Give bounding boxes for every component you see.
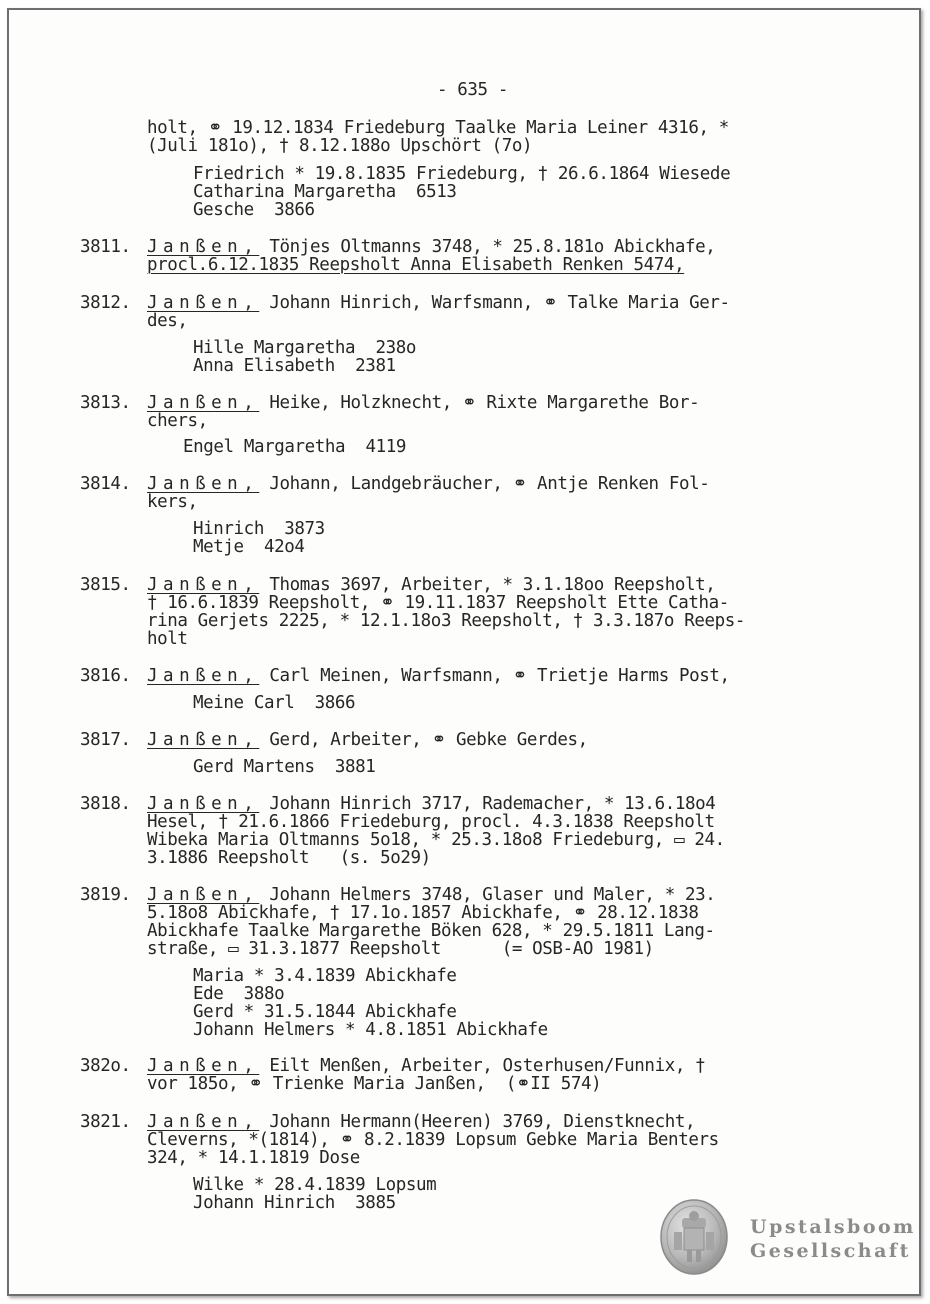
child-line: Ede 388o: [193, 984, 285, 1004]
entry-line-text: Johann Hermann(Heeren) 3769, Dienstknecht,: [259, 1112, 696, 1132]
surname: Janßen,: [147, 474, 260, 494]
surname: Janßen,: [147, 1056, 260, 1076]
logo-line-1: Upstalsboom: [750, 1216, 916, 1238]
surname: Janßen,: [147, 730, 260, 750]
entry-line: [147, 885, 715, 905]
entry-line-text: Tönjes Oltmanns 3748, * 25.8.181o Abickhafe,: [259, 237, 716, 257]
surname: Janßen,: [147, 575, 260, 595]
entry-number: 3819.: [80, 885, 131, 905]
entry-line-text: Johann Hinrich, Warfsmann, ⚭ Talke Maria Ger-: [259, 293, 730, 313]
entry-line: [147, 575, 715, 595]
entry-line: † 16.6.1839 Reepsholt, ⚭ 19.11.1837 Reepsholt Ette Catha-: [147, 593, 729, 613]
child-line: Hille Margaretha 238o: [193, 338, 416, 358]
child-line: Anna Elisabeth 2381: [193, 356, 396, 376]
entry-line: (Juli 181o), † 8.12.188o Upschört (7o): [147, 136, 533, 156]
child-line: Gerd Martens 3881: [193, 757, 376, 777]
entry-line: holt, ⚭ 19.12.1834 Friedeburg Taalke Maria Leiner 4316, *: [147, 118, 729, 138]
entry-line: Cleverns, *(1814), ⚭ 8.2.1839 Lopsum Gebke Maria Benters: [147, 1130, 719, 1150]
entry-line: [147, 1112, 695, 1132]
entry-number: 3814.: [80, 474, 131, 494]
entry-line: [147, 293, 730, 313]
surname: Janßen,: [147, 666, 260, 686]
entry-line: Abickhafe Taalke Margarethe Böken 628, * 29.5.1811 Lang-: [147, 921, 715, 941]
child-line: Johann Hinrich 3885: [193, 1193, 396, 1213]
entry-line: [147, 1056, 705, 1076]
entry-line: procl.6.12.1835 Reepsholt Anna Elisabeth Renken 5474,: [147, 255, 685, 275]
entry-line: [147, 474, 709, 494]
logo-line-2: Gesellschaft: [750, 1240, 911, 1262]
entry-number: 3816.: [80, 666, 131, 686]
entry-line: des,: [147, 311, 188, 331]
entry-line: [147, 237, 715, 257]
entry-line: [147, 666, 730, 686]
child-line: Metje 42o4: [193, 537, 305, 557]
entry-line-text: Eilt Menßen, Arbeiter, Osterhusen/Funnix, †: [259, 1056, 706, 1076]
entry-line: 5.18o8 Abickhafe, † 17.1o.1857 Abickhafe, ⚭ 28.12.1838: [147, 903, 699, 923]
entry-line: [147, 730, 588, 750]
entry-number: 3821.: [80, 1112, 131, 1132]
entry-line: holt: [147, 629, 188, 649]
child-line: Maria * 3.4.1839 Abickhafe: [193, 966, 457, 986]
entry-number: 3813.: [80, 393, 131, 413]
surname: Janßen,: [147, 885, 260, 905]
entry-line: rina Gerjets 2225, * 12.1.18o3 Reepsholt, † 3.3.187o Reeps-: [147, 611, 746, 631]
entry-line-text: Johann Helmers 3748, Glaser und Maler, * 23.: [259, 885, 716, 905]
entry-line: Wibeka Maria Oltmanns 5o18, * 25.3.18o8 Friedeburg, ▭ 24.: [147, 830, 725, 850]
entry-line: vor 185o, ⚭ Trienke Maria Janßen, (⚭II 574): [147, 1074, 602, 1094]
child-line: Engel Margaretha 4119: [183, 437, 406, 457]
entry-line-text: Carl Meinen, Warfsmann, ⚭ Trietje Harms Post,: [259, 666, 730, 686]
entry-number: 3817.: [80, 730, 131, 750]
entry-number: 3815.: [80, 575, 131, 595]
entry-number: 3812.: [80, 293, 131, 313]
surname: Janßen,: [147, 293, 260, 313]
surname: Janßen,: [147, 393, 260, 413]
child-line: Meine Carl 3866: [193, 693, 356, 713]
entry-line: 324, * 14.1.1819 Dose: [147, 1148, 360, 1168]
page-number: - 635 -: [437, 80, 508, 100]
entry-line: straße, ▭ 31.3.1877 Reepsholt (= OSB-AO 1981): [147, 939, 654, 959]
entry-line-text: Thomas 3697, Arbeiter, * 3.1.18oo Reepsholt,: [259, 575, 716, 595]
entry-line: [147, 794, 715, 814]
entry-line: 3.1886 Reepsholt (s. 5o29): [147, 848, 431, 868]
entry-number: 3818.: [80, 794, 131, 814]
seal-icon: [660, 1198, 728, 1276]
entry-line: [147, 393, 699, 413]
surname: Janßen,: [147, 1112, 260, 1132]
child-line: Gesche 3866: [193, 200, 315, 220]
child-line: Gerd * 31.5.1844 Abickhafe: [193, 1002, 457, 1022]
entry-line: Hesel, † 21.6.1866 Friedeburg, procl. 4.3.1838 Reepsholt: [147, 812, 715, 832]
child-line: Friedrich * 19.8.1835 Friedeburg, † 26.6.1864 Wiesede: [193, 164, 731, 184]
entry-line-text: Heike, Holzknecht, ⚭ Rixte Margarethe Bor-: [259, 393, 700, 413]
child-line: Johann Helmers * 4.8.1851 Abickhafe: [193, 1020, 548, 1040]
upstalsboom-logo: [660, 1196, 930, 1286]
child-line: Catharina Margaretha 6513: [193, 182, 457, 202]
entry-number: 3811.: [80, 237, 131, 257]
entry-line: chers,: [147, 411, 208, 431]
entry-line: kers,: [147, 492, 198, 512]
child-line: Wilke * 28.4.1839 Lopsum: [193, 1175, 437, 1195]
surname: Janßen,: [147, 237, 260, 257]
child-line: Hinrich 3873: [193, 519, 325, 539]
entry-line-text: Johann, Landgebräucher, ⚭ Antje Renken Fol-: [259, 474, 710, 494]
surname: Janßen,: [147, 794, 260, 814]
entry-line-text: Johann Hinrich 3717, Rademacher, * 13.6.18o4: [259, 794, 716, 814]
entry-line-text: Gerd, Arbeiter, ⚭ Gebke Gerdes,: [259, 730, 588, 750]
entry-number: 382o.: [80, 1056, 131, 1076]
